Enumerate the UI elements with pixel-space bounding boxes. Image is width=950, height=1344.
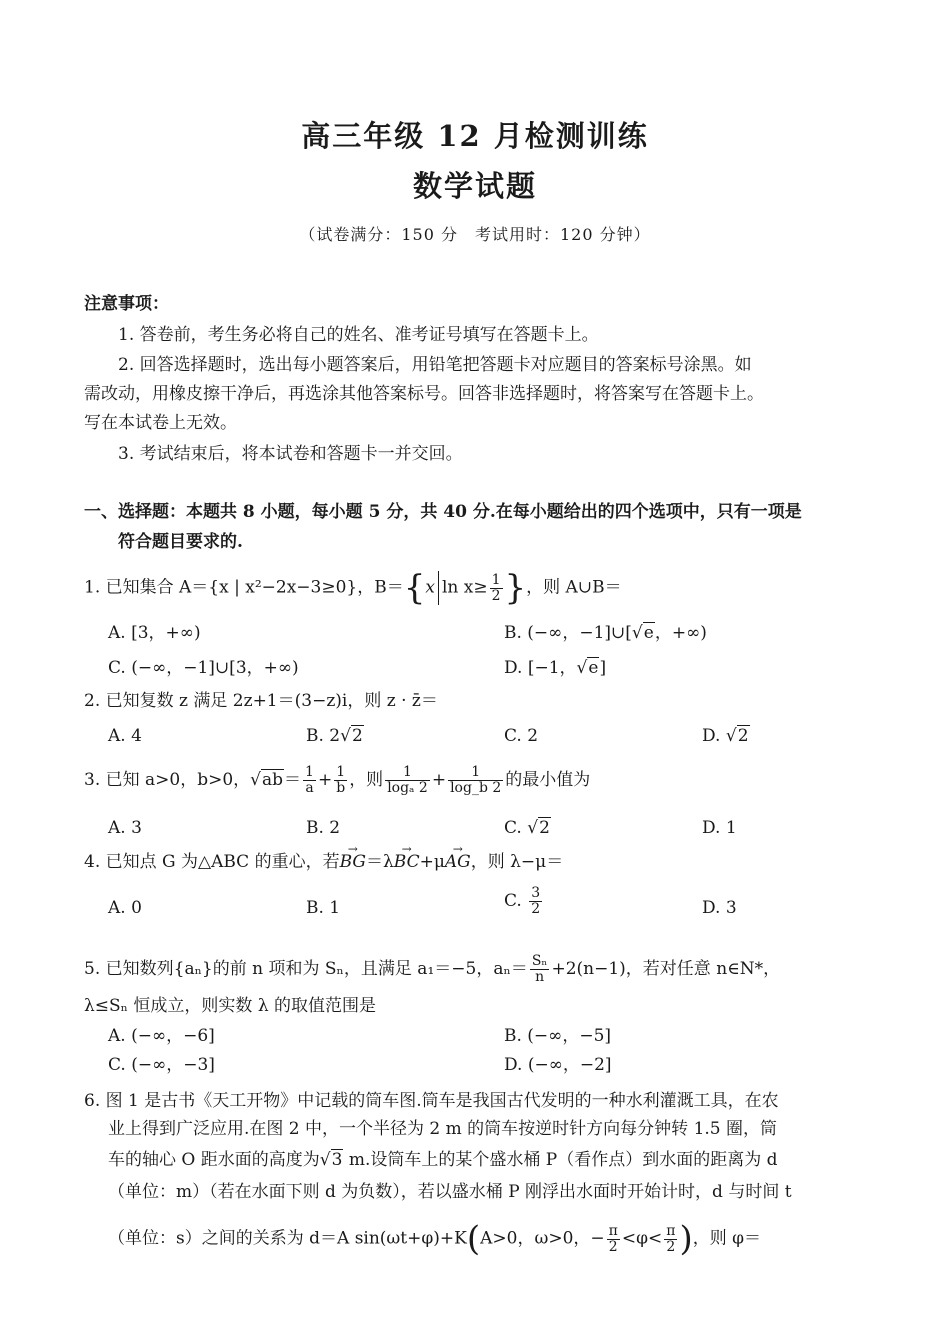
- q6-l3-root: 3: [331, 1150, 343, 1170]
- q2-b-root: 2: [351, 726, 363, 746]
- q5-post: +2(n−1)，若对任意 n∈N*，: [551, 959, 781, 979]
- q5-frac-den: n: [535, 969, 545, 985]
- q6-pi-frac-2: [664, 1224, 677, 1255]
- q3-option-d: D. 1: [702, 818, 737, 838]
- q1-option-a: A. [3，+∞): [108, 623, 201, 643]
- q1-option-c: C. (−∞，−1]∪[3，+∞): [108, 658, 299, 678]
- q5-option-b: B. (−∞，−5]: [504, 1026, 612, 1046]
- q3-frac-4: [448, 765, 503, 796]
- q3-pre: 3. 已知 a>0，b>0，: [84, 770, 251, 790]
- q3-option-a: A. 3: [108, 818, 142, 838]
- q6-l5-in: A>0，ω>0，−: [480, 1228, 605, 1249]
- question-6-line2: 业上得到广泛应用.在图 2 中，一个半径为 2 m 的筒车按逆时针方向每分钟转 1.5 圈，筒: [108, 1119, 778, 1139]
- q1-stem-text: 1. 已知集合 A＝{x | x²−2x−3≥0}，B＝: [84, 577, 404, 598]
- question-6-line1: 6. 图 1 是古书《天工开物》中记载的筒车图.筒车是我国古代发明的一种水利灌溉工具，在农: [84, 1091, 779, 1111]
- q3-option-b: B. 2: [306, 818, 341, 838]
- notes-heading: 注意事项：: [84, 294, 169, 314]
- set-bar: [438, 571, 439, 605]
- q6-pi-num-1: π: [608, 1222, 618, 1239]
- q3-root: ab: [262, 770, 284, 790]
- question-5-line2: λ≤Sₙ 恒成立，则实数 λ 的取值范围是: [84, 996, 377, 1016]
- q1-option-d: D. [−1，√e]: [504, 658, 607, 678]
- q3-eq: ＝: [284, 770, 302, 790]
- q5-frac: [530, 954, 550, 985]
- q1-b-root: e: [643, 623, 654, 643]
- q1-stem-end: ，则 A∪B＝: [526, 577, 622, 598]
- q4-option-a: A. 0: [108, 898, 142, 918]
- q2-option-c: C. 2: [504, 726, 539, 746]
- q2-option-d: D. √2: [702, 726, 749, 746]
- q4-option-d: D. 3: [702, 898, 737, 918]
- q4-option-b: B. 1: [306, 898, 341, 918]
- q3-f2-num: 1: [334, 765, 347, 781]
- q6-pi-frac-1: [607, 1224, 620, 1255]
- q4-c-frac: [529, 886, 542, 917]
- q2-d-pre: D.: [702, 726, 726, 746]
- q2-b-pre: B. 2: [306, 726, 341, 746]
- q6-pi-den-1: 2: [608, 1238, 618, 1255]
- q1-option-b: B. (−∞，−1]∪[√e，+∞): [504, 623, 707, 643]
- note-item-2-line1: 2. 回答选择题时，选出每小题答案后，用铅笔把答题卡对应题目的答案标号涂黑。如: [118, 355, 752, 375]
- q3-post: 的最小值为: [505, 770, 591, 790]
- section-heading-cont: 符合题目要求的.: [118, 532, 243, 552]
- q3-frac-1: [303, 765, 316, 796]
- q1-d-root: e: [588, 658, 599, 678]
- paren-right: ): [679, 1219, 693, 1259]
- q4-mid2: +μ: [419, 852, 445, 872]
- q5-option-d: D. (−∞，−2]: [504, 1055, 612, 1075]
- q3-c-root: 2: [539, 818, 550, 838]
- q1-frac-den: 2: [491, 587, 501, 604]
- vector-bc: → BC: [394, 850, 420, 874]
- q3-mid: ，则: [349, 770, 384, 790]
- q3-plus-1: +: [317, 770, 333, 790]
- q5-frac-num: Sₙ: [531, 953, 548, 969]
- q4-mid1: ＝λ: [365, 852, 394, 872]
- q2-d-root: 2: [737, 726, 749, 746]
- question-1-stem: [84, 568, 622, 608]
- q6-l3-pre: 车的轴心 O 距水面的高度为: [108, 1150, 320, 1170]
- question-2-stem: 2. 已知复数 z 满足 2z+1＝(3−z)i，则 z · z̄＝: [84, 691, 438, 711]
- question-3-stem: 3. 已知 a>0，b>0，√ab＝ $\frac{1}{a}$ + $\frac{1}{b}$ ，则 $\frac{1}{\text{logₐ 2}}$ + $\frac{1}{\log\_b 2}$ 的最小值为: [84, 764, 591, 796]
- brace-right: }: [504, 568, 527, 608]
- q3-f1-num: 1: [305, 764, 314, 780]
- q5-option-a: A. (−∞，−6]: [108, 1026, 215, 1046]
- question-6-line3: 车的轴心 O 距水面的高度为√3 m.设筒车上的某个盛水桶 P（看作点）到水面的距离为 d: [108, 1150, 778, 1170]
- q2-option-b: B. 2√2: [306, 726, 363, 746]
- q1-frac-num: 1: [491, 571, 501, 588]
- note-item-3: 3. 考试结束后，将本试卷和答题卡一并交回。: [118, 444, 463, 464]
- section-heading: 一、选择题：本题共 8 小题，每小题 5 分，共 40 分.在每小题给出的四个选项中，只有一项是: [84, 502, 802, 522]
- note-item-2-line3: 写在本试卷上无效。: [84, 413, 237, 433]
- paren-left: (: [466, 1219, 481, 1259]
- note-item-1: 1. 答卷前，考生务必将自己的姓名、准考证号填写在答题卡上。: [118, 325, 599, 345]
- q6-pi-den-2: 2: [666, 1238, 676, 1255]
- vector-bg: → BG: [340, 850, 366, 874]
- exam-info: （试卷满分：150 分 考试用时：120 分钟）: [299, 225, 651, 244]
- q3-frac-2: [334, 765, 347, 796]
- question-5-stem: [84, 954, 780, 985]
- q4-c-den: 2: [531, 901, 541, 917]
- q3-plus-2: +: [431, 770, 447, 790]
- exam-title: 高三年级 12 月检测训练: [301, 119, 649, 153]
- q1-d-post: ]: [599, 658, 607, 678]
- q1-d-pre: D. [−1，: [504, 658, 577, 678]
- q1-b-pre: B. (−∞，−1]∪[: [504, 623, 632, 643]
- question-6-line5: [108, 1219, 762, 1259]
- q5-option-c: C. (−∞，−3]: [108, 1055, 215, 1075]
- q6-l5-pre: （单位：s）之间的关系为 d＝A sin(ωt+φ)+K: [108, 1228, 467, 1249]
- q3-f3-den: logₐ 2: [387, 780, 428, 796]
- q3-frac-3: [385, 765, 430, 796]
- q4-pre: 4. 已知点 G 为△ABC 的重心，若: [84, 852, 340, 872]
- q4-post: ，则 λ−μ＝: [470, 852, 564, 872]
- q1-cond: ln x≥: [441, 577, 488, 598]
- q2-option-a: A. 4: [108, 726, 142, 746]
- exam-subject-title: 数学试题: [412, 169, 537, 203]
- q4-c-num: 3: [531, 885, 541, 901]
- brace-left: {: [403, 568, 426, 608]
- vector-ag: → AG: [445, 850, 471, 874]
- q4-option-c: [504, 886, 544, 917]
- q6-l3-post: m.设筒车上的某个盛水桶 P（看作点）到水面的距离为 d: [343, 1150, 778, 1170]
- q6-l5-post: ，则 φ＝: [692, 1228, 762, 1249]
- q1-fraction: [490, 573, 503, 604]
- question-4-stem: [84, 850, 563, 874]
- q3-f4-num: 1: [448, 765, 503, 781]
- q3-c-pre: C.: [504, 818, 528, 838]
- note-item-2-line2: 需改动，用橡皮擦干净后，再选涂其他答案标号。回答非选择题时，将答案写在答题卡上。: [84, 384, 764, 404]
- q5-pre: 5. 已知数列{aₙ}的前 n 项和为 Sₙ，且满足 a₁＝−5，aₙ＝: [84, 959, 528, 979]
- q3-f2-den: b: [336, 780, 346, 796]
- q3-f1-den: a: [305, 780, 314, 796]
- q6-lt: <φ<: [621, 1228, 663, 1249]
- q4-c-pre: C.: [504, 891, 528, 911]
- q1-var: x: [425, 577, 435, 598]
- q1-b-post: ，+∞): [654, 623, 707, 643]
- q3-f3-num: 1: [385, 765, 430, 781]
- q3-option-c: C. √2: [504, 818, 550, 838]
- q3-f4-den: log_b 2: [450, 780, 502, 796]
- q6-pi-num-2: π: [666, 1222, 676, 1239]
- question-6-line4: （单位：m）（若在水面下则 d 为负数），若以盛水桶 P 刚浮出水面时开始计时，d 与时间 t: [108, 1182, 792, 1202]
